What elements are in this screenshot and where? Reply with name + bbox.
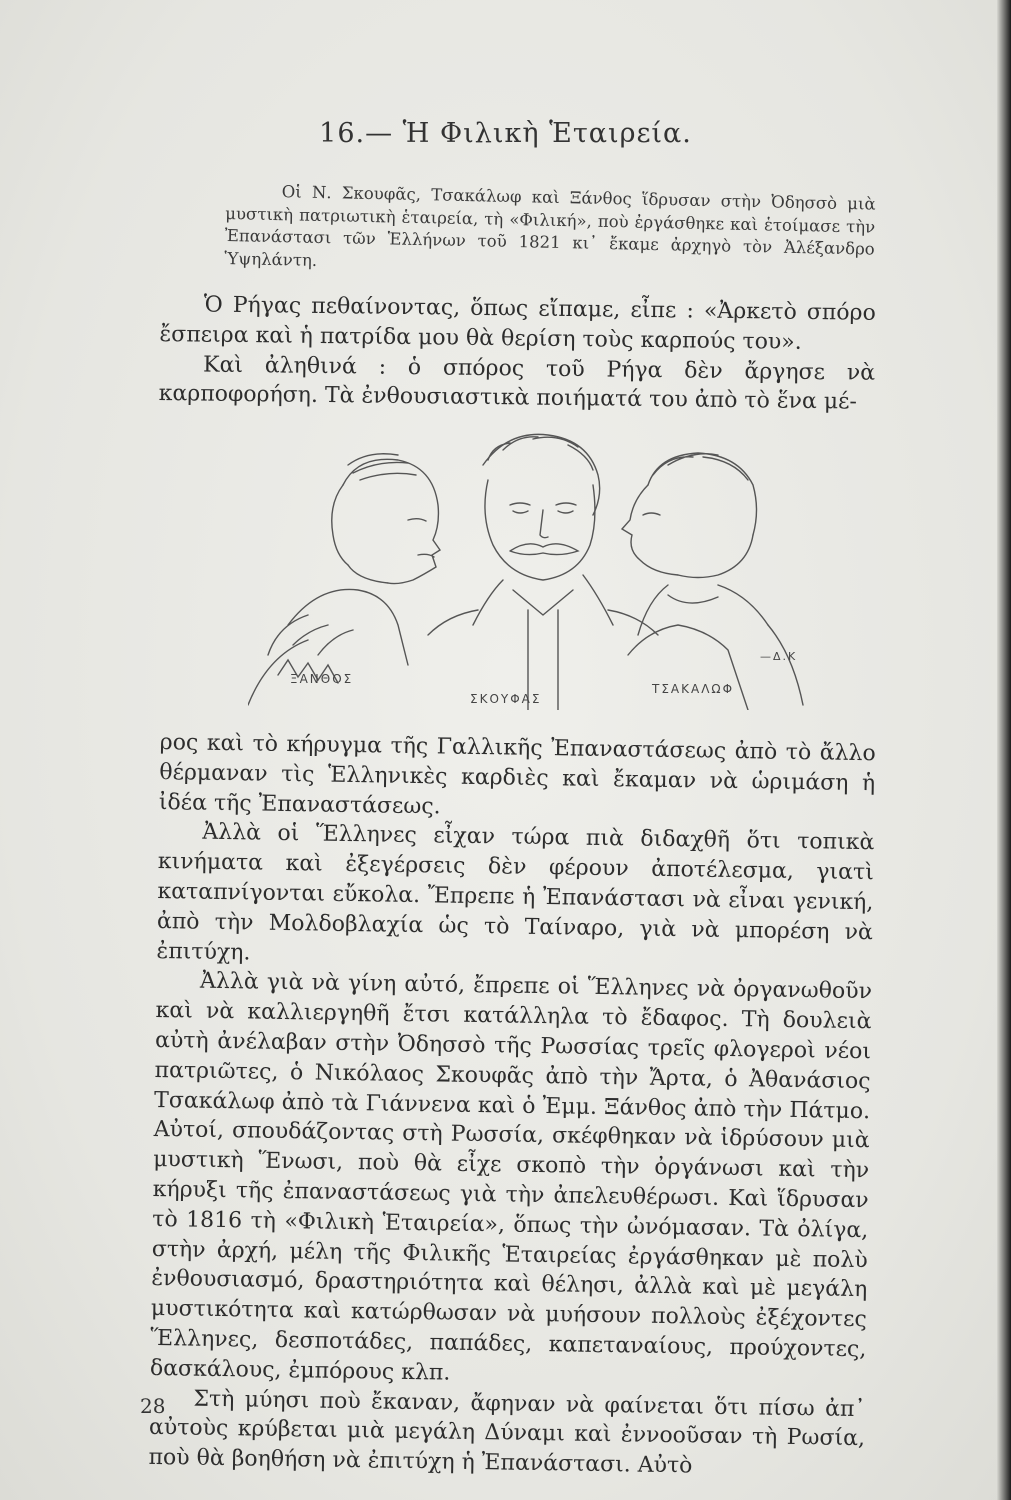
caption-tsakalof: ΤΣΑΚΑΛΩΦ bbox=[652, 682, 735, 696]
portrait-center bbox=[428, 434, 658, 710]
portrait-illustration bbox=[248, 425, 808, 710]
paragraph: Ἀλλὰ γιὰ νὰ γίνη αὐτό, ἔπρεπε οἱ Ἕλληνες νὰ ὀργανωθοῦν καὶ νὰ καλλιεργηθῆ ἔτσι κατάλληλα τὸ ἔδαφος. Τὴ δουλειὰ αὐτὴ ἀνέλαβαν στὴν Ὀδησσὸ τῆς Ρωσσίας τρεῖς φλογεροὶ νέοι πατριῶτες, ὁ Νικόλαος Σκουφᾶς ἀπὸ τὴν Ἄρτα, ὁ Ἀθανάσιος Τσακάλωφ ἀπὸ τὰ Γιάννενα καὶ ὁ Ἐμμ. Ξάνθος ἀπὸ τὴν Πάτμο. Αὐτοί, σπουδάζοντας στὴ Ρωσσία, σκέφθηκαν νὰ ἱδρύσουν μιὰ μυστικὴ Ἕνωσι, ποὺ θὰ εἶχε σκοπὸ τὴν ὀργάνωσι καὶ τὴν κήρυξι τῆς ἐπαναστάσεως γιὰ τὴν ἀπελευθέρωσι. Καὶ ἵδρυσαν τὸ 1816 τὴ «Φιλικὴ Ἑταιρεία», ὅπως τὴν ὠνόμασαν. Τὰ ὀλίγα, στὴν ἀρχή, μέλη τῆς Φιλικῆς Ἑταιρείας ἐργάσθηκαν μὲ πολὺ ἐνθουσιασμό, δραστηριότητα καὶ θέλησι, ἀλλὰ καὶ μὲ μεγάλη μυστικότητα καὶ κατώρθωσαν νὰ μυήσουν πολλοὺς ἐξέχοντες Ἕλληνες, δεσποτάδες, παπάδες, καπεταναίους, προύχοντες, δασκάλους, ἐμπόρους κλπ. bbox=[149, 969, 873, 1386]
caption-xanthos: ΞΑΝΘΟΣ bbox=[290, 672, 354, 686]
page-number: 28 bbox=[140, 1394, 166, 1418]
portrait-right bbox=[622, 453, 803, 710]
chapter-summary: Οἱ Ν. Σκουφᾶς, Τσακάλωφ καὶ Ξάνθος ἵδρυσαν στὴν Ὀδησσὸ μιὰ μυστικὴ πατριωτικὴ ἑταιρεία, τὴ «Φιλική», ποὺ ἐργάσθηκε καὶ ἑτοίμασε τὴν Ἐπανάστασι τῶν Ἑλλήνων τοῦ 1821 κι᾽ ἔκαμε ἀρχηγὸ τὸν Ἀλέξανδρο Ὑψηλάντη. bbox=[224, 182, 876, 270]
portrait-left bbox=[248, 454, 440, 705]
paragraph: Καὶ ἀληθινά : ὁ σπόρος τοῦ Ρήγα δὲν ἄργησε νὰ καρποφορήση. Τὰ ἐνθουσιαστικὰ ποιήματά του ἀπὸ τὸ ἕνα μέ- bbox=[158, 352, 876, 415]
paragraph: ρος καὶ τὸ κήρυγμα τῆς Γαλλικῆς Ἐπαναστάσεως ἀπὸ τὸ ἄλλο θέρμαναν τὶς Ἑλληνικὲς καρδιὲς καὶ ἔκαμαν νὰ ὡριμάση ἡ ἰδέα τῆς Ἐπαναστάσεως. bbox=[158, 729, 876, 820]
paragraph: Στὴ μύησι ποὺ ἔκαναν, ἄφηναν νὰ φαίνεται ὅτι πίσω ἀπ᾽ αὐτοὺς κρύβεται μιὰ μεγάλη Δύναμι καὶ ἐννοοῦσαν τὴ Ρωσία, ποὺ θὰ βοηθήση νὰ ἐπιτύχη ἡ Ἐπανάστασι. Αὐτὸ bbox=[148, 1386, 866, 1479]
paragraph: Ὁ Ρήγας πεθαίνοντας, ὅπως εἴπαμε, εἶπε : «Ἀρκετὸ σπόρο ἔσπειρα καὶ ἡ πατρίδα μου θὰ θερίση τοὺς καρπούς του». bbox=[159, 292, 876, 355]
body-text-bottom bbox=[148, 728, 876, 1484]
paragraph: Ἀλλὰ οἱ Ἕλληνες εἶχαν τώρα πιὰ διδαχθῆ ὅτι τοπικὰ κινήματα καὶ ἐξεγέρσεις δὲν φέρουν ἀποτέλεσμα, γιατὶ καταπνίγονται εὔκολα. Ἔπρεπε ἡ Ἐπανάστασι νὰ εἶναι γενική, ἀπὸ τὴν Μολδοβλαχία ὡς τὸ Ταίναρο, γιὰ νὰ μπορέση νὰ ἐπιτύχη. bbox=[156, 820, 875, 966]
page-edge-shadow bbox=[997, 0, 1011, 1500]
chapter-title: 16.— Ἡ Φιλικὴ Ἑταιρεία. bbox=[319, 118, 692, 149]
body-text-top bbox=[159, 290, 876, 418]
illustrator-signature: —Δ.Κ bbox=[760, 650, 798, 663]
caption-skoufas: ΣΚΟΥΦΑΣ bbox=[470, 692, 542, 706]
